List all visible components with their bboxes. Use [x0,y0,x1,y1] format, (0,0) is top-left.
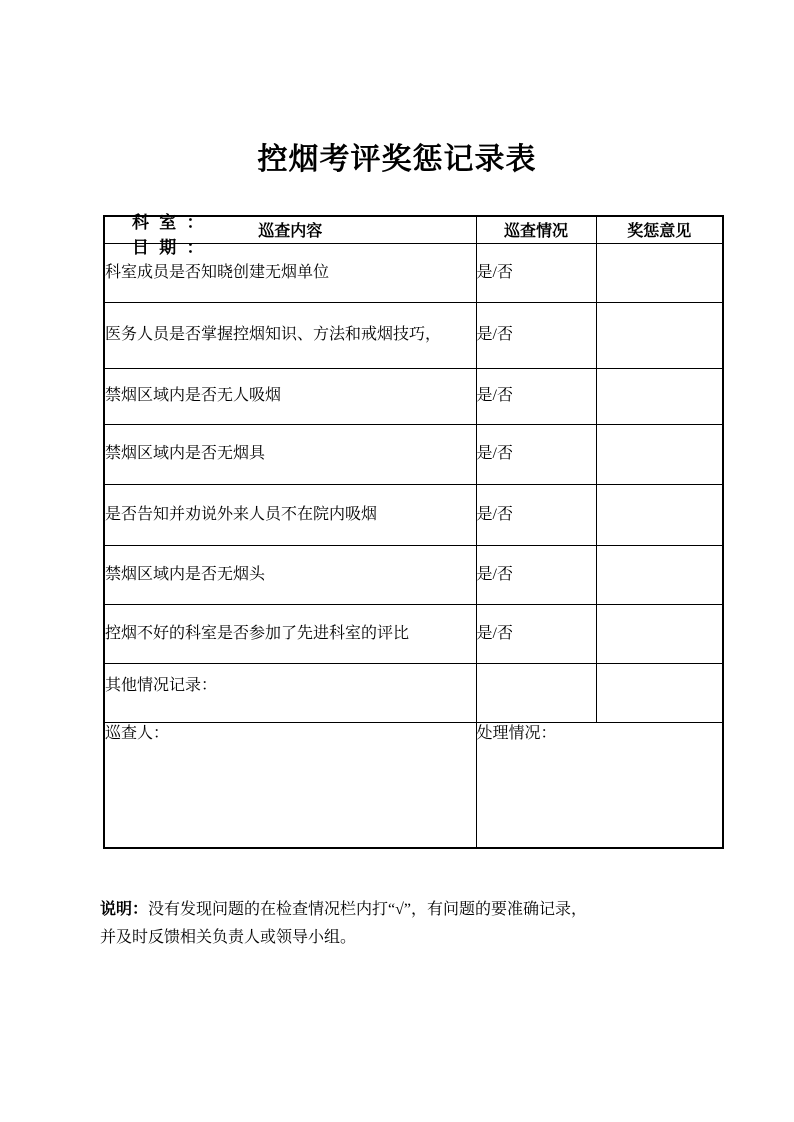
date-label: 日 期 ： [132,238,207,257]
header-reward-opinion: 奖惩意见 [596,216,723,243]
status-cell: 是/否 [476,604,596,663]
content-cell: 医务人员是否掌握控烟知识、方法和戒烟技巧， [104,302,476,368]
opinion-cell [596,663,723,722]
table-row [104,424,723,484]
content-cell: 禁烟区域内是否无人吸烟 [104,368,476,424]
opinion-cell [596,302,723,368]
opinion-cell [596,545,723,604]
content-cell: 是否告知并劝说外来人员不在院内吸烟 [104,484,476,545]
status-cell: 是/否 [476,368,596,424]
content-cell: 其他情况记录： [104,663,476,722]
table-row [104,302,723,368]
opinion-cell [596,424,723,484]
table-row [104,243,723,302]
note-line-1 [100,896,720,924]
note-line-2: 并及时反馈相关负责人或领导小组。 [100,929,357,946]
handling-cell: 处理情况： [476,722,723,848]
opinion-cell [596,243,723,302]
table-row [104,484,723,545]
inspection-table [103,215,724,849]
table-row-other-records [104,663,723,722]
content-cell: 控烟不好的科室是否参加了先进科室的评比 [104,604,476,663]
opinion-cell [596,368,723,424]
status-cell: 是/否 [476,302,596,368]
inspector-cell: 巡查人： [104,722,476,848]
content-cell: 禁烟区域内是否无烟具 [104,424,476,484]
table-row [104,604,723,663]
status-cell: 是/否 [476,424,596,484]
content-cell: 科室成员是否知晓创建无烟单位 [104,243,476,302]
note-label: 说明： [100,901,149,918]
page-title: 控烟考评奖惩记录表 [257,143,537,176]
status-cell [476,663,596,722]
opinion-cell [596,604,723,663]
status-cell: 是/否 [476,484,596,545]
status-cell: 是/否 [476,545,596,604]
status-cell: 是/否 [476,243,596,302]
table-row [104,368,723,424]
table-row [104,545,723,604]
instructions-note [100,896,720,952]
table-header-row [104,216,723,243]
header-inspection-status: 巡查情况 [476,216,596,243]
header-inspection-content: 巡查内容 [104,216,476,243]
table-footer-row [104,722,723,848]
content-cell: 禁烟区域内是否无烟头 [104,545,476,604]
opinion-cell [596,484,723,545]
note-text-1: 没有发现问题的在检查情况栏内打“√”，有问题的要准确记录， [148,901,588,918]
department-label: 科 室 ： [132,213,207,232]
